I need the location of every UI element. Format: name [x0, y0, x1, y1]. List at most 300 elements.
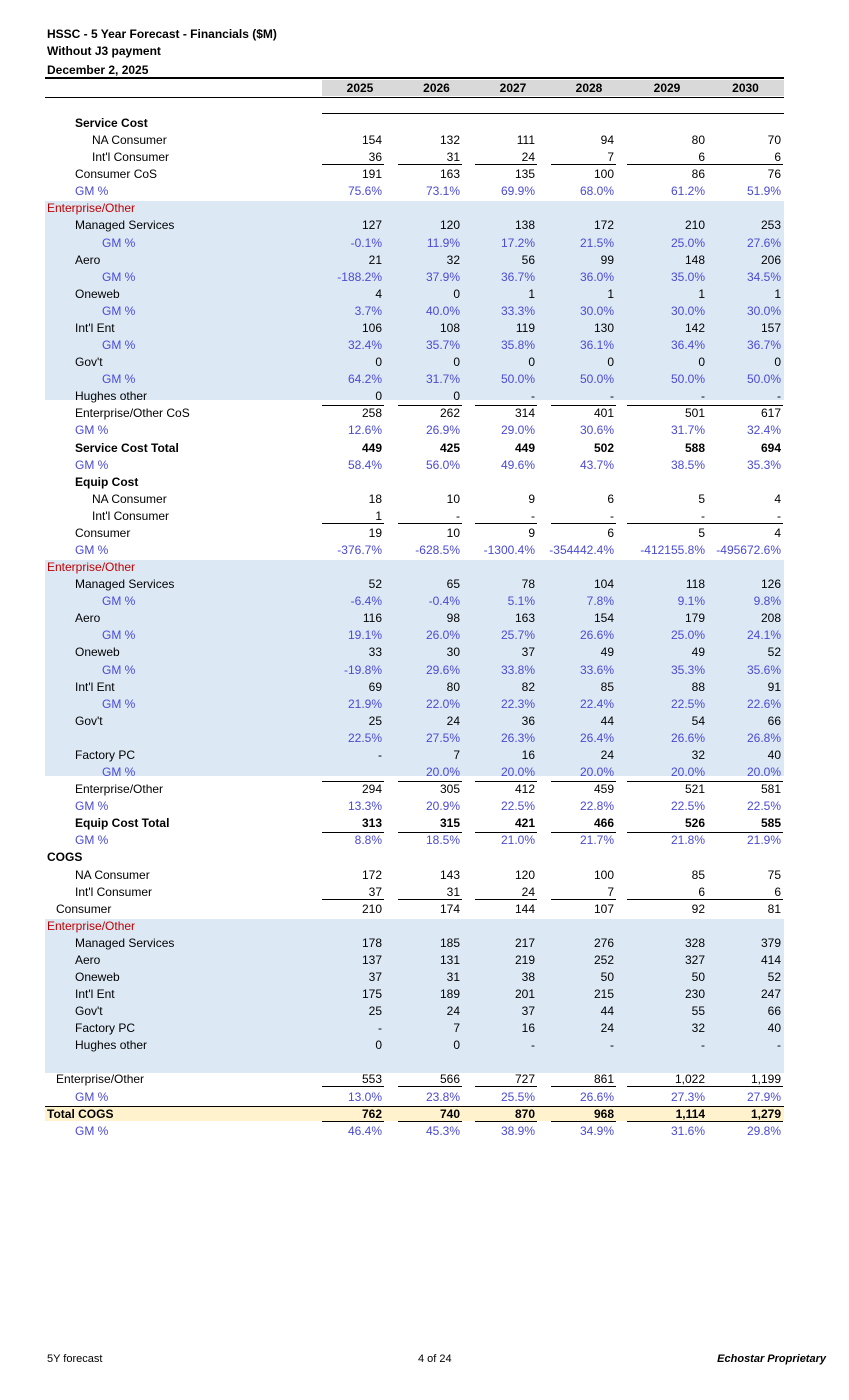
cell-2028: - — [610, 389, 614, 404]
cell-2025: 21.9% — [347, 696, 382, 711]
row-label: GM % — [102, 269, 136, 284]
cell-2028: 99 — [600, 252, 614, 267]
cell-2028: 50.0% — [579, 372, 614, 387]
cell-2030: 581 — [760, 782, 781, 797]
cell-2029: - — [701, 508, 705, 523]
footer-page-number: 4 of 24 — [418, 1353, 452, 1365]
year-header-2027: 2027 — [475, 80, 551, 96]
cell-2025: 313 — [361, 816, 382, 831]
cell-2030: 617 — [760, 406, 781, 421]
cell-2026: 26.0% — [425, 628, 460, 643]
row-label: Factory PC — [75, 1021, 136, 1036]
cell-2028: 104 — [593, 577, 614, 592]
cell-2026: 7 — [453, 1021, 460, 1036]
cell-2029: 27.3% — [670, 1089, 705, 1104]
cell-2029: 49 — [691, 645, 705, 660]
cell-2029: - — [701, 389, 705, 404]
cell-2027: 49.6% — [500, 457, 535, 472]
cell-2026: 10 — [446, 525, 460, 540]
cell-overline — [707, 832, 783, 833]
cell-2030: 247 — [760, 987, 781, 1002]
cell-2029: 25.0% — [670, 628, 705, 643]
cell-2025: - — [378, 1021, 382, 1036]
cell-2027: 38 — [521, 970, 535, 984]
cell-2027: 17.2% — [500, 235, 535, 250]
cell-2030: 66 — [767, 713, 781, 728]
cell-2030: 70 — [767, 133, 781, 148]
row-label: Enterprise/Other CoS — [75, 406, 190, 421]
cell-2027: 9 — [528, 525, 535, 540]
cell-2026: 108 — [439, 320, 460, 335]
cell-2028: 30.0% — [579, 303, 614, 318]
cell-2025: 75.6% — [347, 184, 382, 199]
cell-overline — [707, 781, 783, 782]
row-label: Int'l Ent — [75, 987, 115, 1002]
cell-underline — [551, 1086, 616, 1087]
cell-2030: 52 — [767, 645, 781, 660]
cell-2028: 36.0% — [579, 269, 614, 284]
cell-2027: 727 — [514, 1072, 535, 1087]
cell-2030: 36.7% — [746, 338, 781, 353]
cell-2026: 0 — [453, 355, 460, 370]
cell-2028: 24 — [600, 747, 614, 762]
cell-2025: 294 — [361, 782, 382, 797]
cell-2026: 0 — [453, 286, 460, 301]
cell-2028: 466 — [593, 816, 614, 831]
row-label: Consumer CoS — [75, 167, 158, 182]
cell-2028: 21.5% — [579, 235, 614, 250]
row-label: Oneweb — [75, 970, 120, 984]
cell-2029: 50.0% — [670, 372, 705, 387]
cell-2028: 26.4% — [579, 730, 614, 745]
cell-2025: 0 — [375, 1038, 382, 1053]
row-label: Factory PC — [75, 747, 136, 762]
cell-2029: 179 — [684, 611, 705, 626]
cell-2030: 24.1% — [746, 628, 781, 643]
cell-2030: 379 — [760, 935, 781, 950]
row-label: Enterprise/Other — [47, 918, 136, 933]
cell-2025: 25 — [368, 1004, 382, 1019]
cell-2026: 305 — [439, 782, 460, 797]
row-label: COGS — [47, 850, 83, 865]
cell-2028: 7 — [607, 150, 614, 165]
cell-2030: 22.6% — [746, 696, 781, 711]
cell-overline — [707, 405, 783, 406]
row-label: GM % — [75, 1089, 109, 1104]
cell-2026: 566 — [439, 1072, 460, 1087]
cell-2030: - — [777, 508, 781, 523]
cell-2028: 502 — [593, 440, 614, 455]
cell-2025: - — [378, 747, 382, 762]
cell-2030: 585 — [760, 816, 781, 831]
cell-2027: 219 — [514, 952, 535, 967]
cell-2028: 7 — [607, 884, 614, 899]
cell-underline — [707, 523, 783, 524]
row-label: GM % — [102, 696, 136, 711]
cell-2025: 21 — [368, 252, 382, 267]
cell-2025: 13.0% — [347, 1089, 382, 1104]
cell-underline — [627, 899, 707, 900]
row-label: GM % — [75, 799, 109, 814]
cell-underline — [707, 899, 783, 900]
cell-2026: 26.9% — [425, 423, 460, 438]
cell-2030: 1 — [774, 286, 781, 301]
cell-2028: 26.6% — [579, 1089, 614, 1104]
cell-2027: 449 — [514, 440, 535, 455]
cell-2025: 22.5% — [347, 730, 382, 745]
row-label: Managed Services — [75, 218, 175, 233]
cell-2025: -6.4% — [350, 594, 382, 609]
cell-2030: 20.0% — [746, 765, 781, 780]
cell-2030: 27.6% — [746, 235, 781, 250]
cell-2025: 37 — [368, 884, 382, 899]
cell-2028: 252 — [593, 952, 614, 967]
cell-2029: 526 — [684, 816, 705, 831]
cell-2026: 45.3% — [425, 1123, 460, 1138]
cell-2027: 1 — [528, 286, 535, 301]
cell-2030: 50.0% — [746, 372, 781, 387]
cell-2029: 0 — [698, 355, 705, 370]
cell-2027: 201 — [514, 987, 535, 1002]
cell-2027: -1300.4% — [483, 543, 535, 557]
cell-2028: 49 — [600, 645, 614, 660]
cell-2026: 35.7% — [425, 338, 460, 353]
cell-2028: 1 — [607, 286, 614, 301]
cell-2026: 740 — [439, 1106, 460, 1121]
cell-2029: -412155.8% — [640, 543, 705, 557]
cell-2030: 6 — [774, 150, 781, 165]
cell-2027: 37 — [521, 645, 535, 660]
cell-2028: 21.7% — [579, 833, 614, 848]
cell-2027: 0 — [528, 355, 535, 370]
cell-2027: 16 — [521, 747, 535, 762]
cell-2030: 76 — [767, 167, 781, 182]
cell-2030: 126 — [760, 577, 781, 592]
cell-2027: 135 — [514, 167, 535, 182]
cell-2026: 120 — [439, 218, 460, 233]
cell-2025: 64.2% — [347, 372, 382, 387]
cell-underline — [627, 523, 707, 524]
cell-2028: 100 — [593, 167, 614, 182]
cell-2027: 25.5% — [500, 1089, 535, 1104]
row-label: NA Consumer — [92, 133, 167, 148]
cell-2030: 1,279 — [750, 1106, 781, 1121]
cell-2029: 80 — [691, 133, 705, 148]
cell-2030: 22.5% — [746, 799, 781, 814]
cell-2027: 5.1% — [507, 594, 535, 609]
row-label: GM % — [75, 184, 109, 199]
cell-2028: 24 — [600, 1021, 614, 1036]
cell-2027: 20.0% — [500, 765, 535, 780]
cell-2030: 29.8% — [746, 1123, 781, 1138]
cell-2028: 401 — [593, 406, 614, 421]
cell-2026: 27.5% — [425, 730, 460, 745]
row-label: Service Cost — [75, 116, 148, 130]
cell-2028: 30.6% — [579, 423, 614, 438]
cell-2029: 1,114 — [675, 1106, 705, 1121]
cell-2027: 25.7% — [500, 628, 535, 643]
row-label: Gov't — [75, 355, 103, 370]
cell-2027: 163 — [514, 611, 535, 626]
cell-2026: 37.9% — [425, 269, 460, 284]
cell-2026: 31.7% — [425, 372, 460, 387]
cell-2025: 1 — [375, 508, 382, 523]
cell-2026: 315 — [439, 816, 460, 831]
row-label: Int'l Ent — [75, 320, 115, 335]
row-label: Enterprise/Other — [47, 560, 136, 575]
cell-2027: 50.0% — [500, 372, 535, 387]
year-header-2025: 2025 — [322, 80, 398, 96]
footer-left: 5Y forecast — [47, 1353, 103, 1365]
cell-2028: 100 — [593, 867, 614, 882]
row-label: Equip Cost Total — [75, 816, 170, 831]
cell-underline — [398, 899, 462, 900]
row-label: Consumer — [56, 901, 112, 916]
cell-2030: 253 — [760, 218, 781, 233]
row-label: Managed Services — [75, 935, 175, 950]
cell-underline — [627, 1086, 707, 1087]
cell-2026: 30 — [446, 645, 460, 660]
cell-2026: 23.8% — [425, 1089, 460, 1104]
cell-2029: 5 — [698, 525, 705, 540]
cell-2028: 6 — [607, 525, 614, 540]
cell-underline — [398, 164, 462, 165]
cell-2030: 9.8% — [753, 594, 781, 609]
cell-2025: 178 — [361, 935, 382, 950]
row-label: Int'l Ent — [75, 679, 115, 694]
cell-2025: 553 — [361, 1072, 382, 1087]
cell-2028: 6 — [607, 491, 614, 506]
cell-2025: 32.4% — [347, 338, 382, 353]
cell-2030: 51.9% — [746, 184, 781, 199]
year-header-2030: 2030 — [707, 80, 784, 96]
cell-2029: 118 — [685, 577, 705, 592]
cell-2026: 80 — [446, 679, 460, 694]
cell-2025: -376.7% — [337, 543, 382, 557]
cell-2028: 22.4% — [579, 696, 614, 711]
cell-2027: 38.9% — [500, 1123, 535, 1138]
row-label: Enterprise/Other — [56, 1072, 145, 1087]
cell-2030: 694 — [760, 440, 781, 455]
year-header-2026: 2026 — [398, 80, 475, 96]
cell-2029: 30.0% — [670, 303, 705, 318]
row-label: GM % — [102, 594, 136, 609]
cell-2028: 154 — [593, 611, 614, 626]
cell-2025: -19.8% — [343, 662, 382, 677]
cell-2030: 26.8% — [746, 730, 781, 745]
cell-2029: 1 — [698, 286, 705, 301]
cell-2025: 52 — [368, 577, 382, 592]
row-shading — [45, 201, 784, 219]
row-label: Aero — [75, 611, 101, 626]
row-label: NA Consumer — [75, 867, 150, 882]
cell-2028: 85 — [600, 679, 614, 694]
cell-2026: 7 — [453, 747, 460, 762]
footer-proprietary: Echostar Proprietary — [717, 1353, 826, 1365]
cell-2029: 31.6% — [670, 1123, 705, 1138]
report-date: December 2, 2025 — [47, 63, 149, 77]
cell-2025: 19.1% — [347, 628, 382, 643]
cell-2029: 35.3% — [670, 662, 705, 677]
cell-2030: - — [777, 389, 781, 404]
cell-2028: 94 — [600, 133, 614, 148]
cell-underline — [475, 164, 537, 165]
cell-2026: 22.0% — [425, 696, 460, 711]
cell-2026: 73.1% — [425, 184, 460, 199]
row-label: Enterprise/Other — [47, 201, 136, 216]
row-label: GM % — [102, 765, 136, 780]
cell-2027: - — [531, 389, 535, 404]
cell-2025: 127 — [361, 218, 382, 233]
cell-2027: 22.5% — [500, 799, 535, 814]
row-label: GM % — [75, 423, 109, 438]
cell-2026: 32 — [446, 252, 460, 267]
cell-2030: 157 — [760, 320, 781, 335]
cell-2029: 501 — [684, 406, 705, 421]
cell-overline — [627, 405, 707, 406]
total-rule — [45, 1106, 784, 1107]
cell-2030: 40 — [767, 747, 781, 762]
cell-overline — [322, 405, 384, 406]
cell-2026: 20.9% — [425, 799, 460, 814]
cell-overline — [551, 832, 616, 833]
cell-2029: 148 — [684, 252, 705, 267]
cell-underline — [322, 523, 384, 524]
cell-underline — [475, 1086, 537, 1087]
cell-overline — [322, 781, 384, 782]
cell-2026: 31 — [446, 150, 460, 165]
cell-2025: 191 — [361, 167, 382, 182]
cell-2025: 58.4% — [347, 457, 382, 472]
cell-2027: 144 — [514, 901, 535, 916]
cell-2025: 37 — [368, 970, 382, 984]
cell-2026: 31 — [446, 970, 460, 984]
cell-underline — [398, 523, 462, 524]
cell-2025: 762 — [361, 1106, 382, 1121]
cell-2026: 24 — [446, 713, 460, 728]
cell-2026: 40.0% — [425, 303, 460, 318]
cell-overline — [627, 832, 707, 833]
row-label: Managed Services — [75, 577, 175, 592]
year-header-2028: 2028 — [551, 80, 627, 96]
cell-2028: 861 — [593, 1072, 614, 1087]
cell-2025: 0 — [375, 389, 382, 404]
cell-2029: 50 — [691, 970, 705, 984]
cell-2025: 3.7% — [354, 303, 382, 318]
cell-2027: 36 — [521, 713, 535, 728]
cell-2027: 37 — [521, 1004, 535, 1019]
row-label: NA Consumer — [92, 491, 167, 506]
cell-overline — [398, 832, 462, 833]
cell-2028: 276 — [593, 935, 614, 950]
cell-2025: 12.6% — [347, 423, 382, 438]
cell-2028: 968 — [593, 1106, 614, 1121]
cell-2030: 35.3% — [746, 457, 781, 472]
cell-2025: 154 — [361, 133, 382, 148]
cell-2030: 1,199 — [750, 1072, 781, 1087]
cell-2029: 36.4% — [670, 338, 705, 353]
cell-2027: 120 — [514, 867, 535, 882]
cell-2027: 35.8% — [500, 338, 535, 353]
row-label: Hughes other — [75, 389, 148, 404]
cell-2030: 414 — [760, 952, 781, 967]
cell-underline — [551, 164, 616, 165]
cell-2025: 210 — [361, 901, 382, 916]
cell-2029: 210 — [684, 218, 705, 233]
cell-2025: 449 — [361, 440, 382, 455]
cell-2028: 22.8% — [579, 799, 614, 814]
cell-2028: 215 — [593, 987, 614, 1002]
row-label: Aero — [75, 952, 101, 967]
cell-2030: -495672.6% — [716, 543, 781, 557]
cell-2026: 65 — [446, 577, 460, 592]
cell-2026: 143 — [439, 867, 460, 882]
cell-overline — [627, 781, 707, 782]
cell-2029: 20.0% — [670, 765, 705, 780]
cell-underline — [551, 1121, 616, 1122]
cell-overline — [322, 832, 384, 833]
cell-2026: 132 — [439, 133, 460, 148]
cell-2030: 0 — [774, 355, 781, 370]
cell-2028: 68.0% — [579, 184, 614, 199]
cell-2028: -354442.4% — [549, 543, 614, 557]
row-label: Service Cost Total — [75, 440, 179, 455]
cell-underline — [322, 164, 384, 165]
cell-2030: 35.6% — [746, 662, 781, 677]
cell-2030: 66 — [767, 1004, 781, 1019]
cell-2028: 43.7% — [579, 457, 614, 472]
cell-2026: -628.5% — [415, 543, 460, 557]
cell-2029: 327 — [684, 952, 705, 967]
cell-2029: 328 — [684, 935, 705, 950]
cell-2026: 11.9% — [426, 235, 460, 250]
cell-2030: 32.4% — [746, 423, 781, 438]
row-label: GM % — [102, 372, 136, 387]
cell-2030: 208 — [760, 611, 781, 626]
cell-2027: 412 — [514, 782, 535, 797]
year-header-2029: 2029 — [627, 80, 707, 96]
row-label: GM % — [102, 303, 136, 318]
cell-2028: 107 — [593, 901, 614, 916]
row-label: GM % — [102, 338, 136, 353]
row-label: Int'l Consumer — [92, 150, 169, 165]
cell-2025: 8.8% — [354, 833, 382, 848]
cell-overline — [475, 832, 537, 833]
cell-2030: - — [777, 1038, 781, 1053]
row-label: GM % — [102, 235, 136, 250]
cell-overline — [475, 781, 537, 782]
cell-2026: 189 — [439, 987, 460, 1002]
cell-2028: 7.8% — [586, 594, 614, 609]
row-label: Gov't — [75, 1004, 103, 1019]
row-label: Hughes other — [75, 1038, 148, 1053]
cell-2029: 22.5% — [670, 799, 705, 814]
cell-2027: 111 — [516, 133, 535, 148]
cell-2026: 18.5% — [425, 833, 460, 848]
cell-overline — [475, 405, 537, 406]
cell-2025: 137 — [361, 952, 382, 967]
cell-2025: -188.2% — [337, 269, 382, 284]
cell-2029: 22.5% — [670, 696, 705, 711]
cell-2025: 258 — [361, 406, 382, 421]
cell-2026: -0.4% — [428, 594, 460, 609]
cell-2029: 38.5% — [670, 457, 705, 472]
cell-overline — [551, 781, 616, 782]
row-shading — [45, 1055, 784, 1073]
cell-2025: 36 — [368, 150, 382, 165]
cell-2027: 78 — [521, 577, 535, 592]
cell-2029: 5 — [698, 491, 705, 506]
